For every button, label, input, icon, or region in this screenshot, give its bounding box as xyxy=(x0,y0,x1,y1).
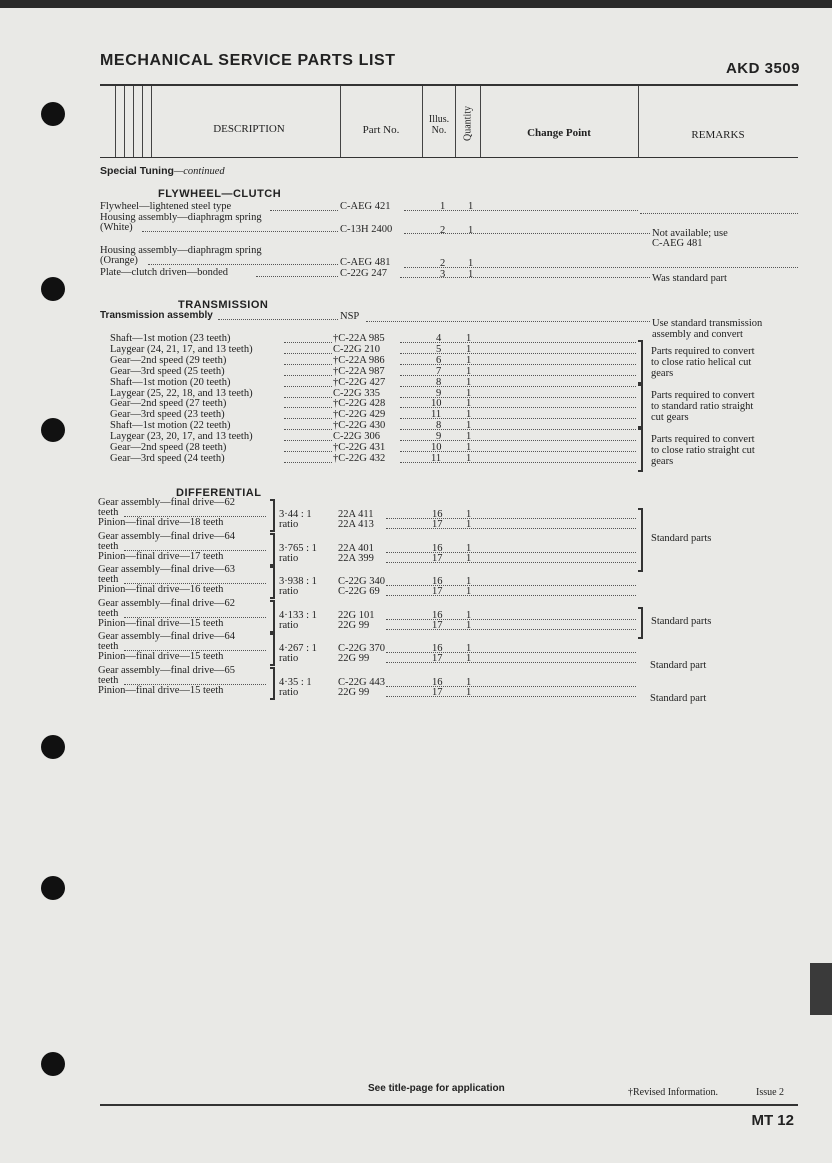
trans-row-illus: 6 xyxy=(436,354,442,366)
remarks-brace xyxy=(638,340,643,384)
diff-qty: 1 xyxy=(466,609,472,621)
remarks-standard-parts: Standard parts xyxy=(651,616,712,627)
special-label: Special Tuning xyxy=(100,165,174,177)
diff-pinion-desc: Pinion—final drive—16 teeth xyxy=(98,584,224,595)
leader-dots xyxy=(386,629,636,630)
diff-ratio: 4·267 : 1 xyxy=(279,643,317,654)
trans-row-part: †C-22A 987 xyxy=(333,365,385,377)
diff-qty: 1 xyxy=(466,686,472,698)
ratio-brace xyxy=(270,533,275,566)
trans-row-illus: 8 xyxy=(436,376,442,388)
remarks-standard-part: Standard part xyxy=(650,660,707,671)
diff-ratio: 4·35 : 1 xyxy=(279,676,312,688)
row-remarks-cont: C-AEG 481 xyxy=(652,238,703,249)
diff-ratio: 3·765 : 1 xyxy=(279,542,317,554)
diff-part: 22G 99 xyxy=(338,653,370,664)
ratio-brace xyxy=(270,566,275,599)
row-illus: 2 xyxy=(440,225,446,236)
trans-row-illus: 9 xyxy=(436,431,442,443)
diff-illus: 16 xyxy=(432,643,443,654)
leader-dots xyxy=(386,552,636,553)
trans-row-illus: 10 xyxy=(431,442,442,453)
row-desc-cont: (White) xyxy=(100,222,133,233)
row-remarks: Was standard part xyxy=(652,273,727,284)
trans-row-part: †C-22G 429 xyxy=(333,409,386,421)
diff-part: C-22G 370 xyxy=(338,643,385,654)
row-illus: 3 xyxy=(440,269,446,280)
leader-dots xyxy=(386,595,636,596)
diff-ratio: 4·133 : 1 xyxy=(279,609,317,621)
trans-row-qty: 1 xyxy=(466,333,472,344)
remarks-brace xyxy=(638,428,643,472)
trans-row-desc: Gear—3rd speed (24 teeth) xyxy=(110,452,225,464)
trans-row-desc: Laygear (25, 22, 18, and 13 teeth) xyxy=(110,387,253,399)
trans-row-qty: 1 xyxy=(466,387,472,399)
trans-row-illus: 8 xyxy=(436,420,442,432)
diff-illus: 16 xyxy=(432,576,443,587)
diff-part: 22G 101 xyxy=(338,609,375,621)
punch-hole xyxy=(41,277,65,301)
remarks-text: Parts required to convert xyxy=(651,434,755,445)
diff-qty: 1 xyxy=(466,653,472,664)
diff-ratio: 3·938 : 1 xyxy=(279,576,317,587)
leader-dots xyxy=(386,619,636,620)
trans-row-qty: 1 xyxy=(466,354,472,366)
diff-qty: 1 xyxy=(466,509,472,520)
punch-hole xyxy=(41,102,65,126)
remarks-text: gears xyxy=(651,368,674,379)
ratio-brace xyxy=(270,499,275,532)
leader-dots xyxy=(284,353,332,354)
trans-row-desc: Gear—2nd speed (28 teeth) xyxy=(110,442,227,453)
trans-row-part: †C-22G 428 xyxy=(333,398,386,410)
continued-label: —continued xyxy=(173,166,225,177)
leader-dots xyxy=(284,375,332,376)
header-rule-top xyxy=(100,84,798,86)
row-desc: Flywheel—lightened steel type xyxy=(100,201,232,212)
trans-row-desc: Gear—3rd speed (23 teeth) xyxy=(110,409,225,421)
trans-row-desc: Shaft—1st motion (23 teeth) xyxy=(110,333,231,344)
diff-ratio-word: ratio xyxy=(279,519,299,530)
row-desc: Plate—clutch driven—bonded xyxy=(100,267,229,278)
leader-dots xyxy=(386,652,636,653)
diff-gear-desc: Gear assembly—final drive—62 xyxy=(98,497,236,508)
transmission-assembly-remarks-cont: assembly and convert xyxy=(652,329,743,340)
diff-qty: 1 xyxy=(466,586,472,597)
diff-part: 22G 99 xyxy=(338,619,370,631)
trans-row-illus: 4 xyxy=(436,333,442,344)
trans-row-part: †C-22G 431 xyxy=(333,442,386,453)
row-part: C-13H 2400 xyxy=(340,224,393,235)
section-label xyxy=(100,166,225,177)
leader-dots xyxy=(284,429,332,430)
diff-gear-teeth: teeth xyxy=(98,641,119,652)
col-part-no: Part No. xyxy=(362,124,400,136)
col-remarks: REMARKS xyxy=(691,129,745,141)
diff-ratio-word: ratio xyxy=(279,552,299,564)
leader-dots xyxy=(284,364,332,365)
col-quantity: Quantity xyxy=(462,106,474,141)
trans-row-part: †C-22G 430 xyxy=(333,420,386,432)
diff-qty: 1 xyxy=(466,542,472,554)
row-qty: 1 xyxy=(468,201,474,212)
col-change-point: Change Point xyxy=(527,127,591,139)
diff-gear-desc: Gear assembly—final drive—64 xyxy=(98,530,236,542)
section-heading-differential: DIFFERENTIAL xyxy=(176,487,262,499)
trans-row-desc: Laygear (23, 20, 17, and 13 teeth) xyxy=(110,431,253,443)
transmission-assembly-part: NSP xyxy=(340,311,360,322)
trans-row-illus: 11 xyxy=(431,409,442,421)
trans-row-illus: 9 xyxy=(436,387,442,399)
trans-row-part: †C-22G 432 xyxy=(333,452,386,464)
col-illus-no: Illus. No. xyxy=(428,114,450,136)
remarks-text: gears xyxy=(651,456,674,467)
diff-ratio-word: ratio xyxy=(279,653,299,664)
trans-row-qty: 1 xyxy=(466,452,472,464)
diff-illus: 17 xyxy=(432,653,443,664)
leader-dots xyxy=(386,696,636,697)
section-heading-transmission: TRANSMISSION xyxy=(178,299,269,311)
diff-ratio-word: ratio xyxy=(279,619,299,631)
remarks-text: to close ratio straight cut xyxy=(651,445,755,456)
diff-part: C-22G 340 xyxy=(338,576,385,587)
footer-rule xyxy=(100,1104,798,1106)
footer-note: See title-page for application xyxy=(368,1083,505,1094)
row-remarks: Not available; use xyxy=(652,228,728,239)
trans-row-illus: 7 xyxy=(436,365,442,377)
trans-row-desc: Laygear (24, 21, 17, and 13 teeth) xyxy=(110,343,253,355)
diff-illus: 17 xyxy=(432,519,443,530)
diff-ratio-word: ratio xyxy=(279,586,299,597)
trans-row-part: C-22G 210 xyxy=(333,343,380,355)
diff-gear-teeth: teeth xyxy=(98,540,119,552)
leader-dots xyxy=(386,518,636,519)
section-heading-flywheel: FLYWHEEL—CLUTCH xyxy=(158,188,282,200)
punch-hole xyxy=(41,876,65,900)
leader-dots xyxy=(386,562,636,563)
trans-row-illus: 11 xyxy=(431,452,442,464)
diff-gear-teeth: teeth xyxy=(98,607,119,619)
trans-row-qty: 1 xyxy=(466,420,472,432)
diff-gear-teeth: teeth xyxy=(98,574,119,585)
row-desc: Housing assembly—diaphragm spring xyxy=(100,212,262,223)
leader-dots xyxy=(386,528,636,529)
diff-qty: 1 xyxy=(466,552,472,564)
trans-row-qty: 1 xyxy=(466,431,472,443)
remarks-standard-part: Standard part xyxy=(650,693,707,704)
footer-revised: †Revised Information. xyxy=(628,1087,718,1098)
trans-row-qty: 1 xyxy=(466,376,472,388)
diff-pinion-desc: Pinion—final drive—18 teeth xyxy=(98,517,224,528)
row-illus: 2 xyxy=(440,258,446,269)
row-part: C-22G 247 xyxy=(340,268,387,279)
trans-row-desc: Shaft—1st motion (20 teeth) xyxy=(110,376,231,388)
row-desc-cont: (Orange) xyxy=(100,255,138,266)
trans-row-part: †C-22A 986 xyxy=(333,354,385,366)
leader-dots xyxy=(284,440,332,441)
trans-row-desc: Shaft—1st motion (22 teeth) xyxy=(110,420,231,432)
trans-row-part: †C-22G 427 xyxy=(333,376,386,388)
row-desc: Housing assembly—diaphragm spring xyxy=(100,245,262,256)
ratio-brace xyxy=(270,600,275,633)
document-code: AKD 3509 xyxy=(725,60,800,77)
transmission-assembly-remarks: Use standard transmission xyxy=(652,318,763,329)
trans-row-desc: Gear—3rd speed (25 teeth) xyxy=(110,365,225,377)
diff-pinion-desc: Pinion—final drive—15 teeth xyxy=(98,617,224,629)
remarks-brace xyxy=(638,384,643,428)
diff-qty: 1 xyxy=(466,576,472,587)
remarks-text: Parts required to convert xyxy=(651,346,755,357)
trans-row-part: C-22G 335 xyxy=(333,387,380,399)
leader-dots xyxy=(284,418,332,419)
index-tab xyxy=(810,963,832,1015)
remarks-text: to standard ratio straight xyxy=(651,401,754,412)
diff-illus: 17 xyxy=(432,552,443,564)
transmission-assembly-desc: Transmission assembly xyxy=(100,310,213,321)
leader-dots xyxy=(386,662,636,663)
trans-row-qty: 1 xyxy=(466,409,472,421)
trans-row-desc: Gear—2nd speed (29 teeth) xyxy=(110,354,227,366)
leader-dots xyxy=(386,585,636,586)
row-qty: 1 xyxy=(468,258,474,269)
diff-part: 22A 399 xyxy=(338,552,374,564)
diff-part: 22A 411 xyxy=(338,509,374,520)
diff-qty: 1 xyxy=(466,519,472,530)
trans-row-illus: 5 xyxy=(436,343,442,355)
row-part: C-AEG 481 xyxy=(340,257,391,268)
row-qty: 1 xyxy=(468,225,474,236)
diff-qty: 1 xyxy=(466,619,472,631)
page-title: MECHANICAL SERVICE PARTS LIST xyxy=(100,52,396,69)
row-qty: 1 xyxy=(468,269,474,280)
diff-part: C-22G 69 xyxy=(338,586,380,597)
trans-row-qty: 1 xyxy=(466,398,472,410)
remarks-text: Parts required to convert xyxy=(651,390,755,401)
diff-pinion-desc: Pinion—final drive—15 teeth xyxy=(98,651,224,662)
punch-hole xyxy=(41,418,65,442)
trans-row-part: †C-22A 985 xyxy=(333,333,385,344)
trans-row-illus: 10 xyxy=(431,398,442,410)
trans-row-desc: Gear—2nd speed (27 teeth) xyxy=(110,398,227,410)
row-part: C-AEG 421 xyxy=(340,201,391,212)
diff-pinion-desc: Pinion—final drive—15 teeth xyxy=(98,684,224,696)
leader-dots xyxy=(284,407,332,408)
remarks-text: cut gears xyxy=(651,412,689,423)
remarks-brace xyxy=(638,508,643,572)
trans-row-qty: 1 xyxy=(466,343,472,355)
ratio-brace xyxy=(270,667,275,700)
diff-illus: 17 xyxy=(432,686,443,698)
diff-illus: 17 xyxy=(432,619,443,631)
diff-gear-teeth: teeth xyxy=(98,674,119,686)
col-description: DESCRIPTION xyxy=(213,123,285,135)
trans-row-qty: 1 xyxy=(466,365,472,377)
diff-qty: 1 xyxy=(466,643,472,654)
diff-illus: 17 xyxy=(432,586,443,597)
diff-ratio-word: ratio xyxy=(279,686,299,698)
punch-hole xyxy=(41,1052,65,1076)
remarks-standard-parts: Standard parts xyxy=(651,533,712,544)
diff-part: 22A 413 xyxy=(338,519,374,530)
remarks-text: to close ratio helical cut xyxy=(651,357,752,368)
diff-gear-teeth: teeth xyxy=(98,507,119,518)
diff-gear-desc: Gear assembly—final drive—65 xyxy=(98,664,236,676)
header-rule-bottom xyxy=(100,157,798,158)
diff-part: 22A 401 xyxy=(338,542,374,554)
trans-row-qty: 1 xyxy=(466,442,472,453)
diff-illus: 16 xyxy=(432,609,443,621)
ratio-brace xyxy=(270,633,275,666)
diff-illus: 16 xyxy=(432,542,443,554)
diff-qty: 1 xyxy=(466,676,472,688)
trans-row-part: C-22G 306 xyxy=(333,431,380,443)
diff-gear-desc: Gear assembly—final drive—64 xyxy=(98,631,236,642)
page-edge xyxy=(0,0,832,8)
diff-illus: 16 xyxy=(432,509,443,520)
diff-part: C-22G 443 xyxy=(338,676,385,688)
footer-issue: Issue 2 xyxy=(756,1087,785,1098)
leader-dots xyxy=(284,342,332,343)
page-number: MT 12 xyxy=(751,1112,794,1129)
leader-dots xyxy=(284,386,332,387)
row-illus: 1 xyxy=(440,201,446,212)
punch-hole xyxy=(41,735,65,759)
diff-part: 22G 99 xyxy=(338,686,370,698)
diff-ratio: 3·44 : 1 xyxy=(279,509,312,520)
leader-dots xyxy=(284,451,332,452)
leader-dots xyxy=(284,397,332,398)
diff-gear-desc: Gear assembly—final drive—62 xyxy=(98,597,236,609)
diff-illus: 16 xyxy=(432,676,443,688)
diff-gear-desc: Gear assembly—final drive—63 xyxy=(98,564,236,575)
remarks-brace xyxy=(638,607,643,639)
leader-dots xyxy=(386,686,636,687)
leader-dots xyxy=(284,462,332,463)
diff-pinion-desc: Pinion—final drive—17 teeth xyxy=(98,550,224,562)
